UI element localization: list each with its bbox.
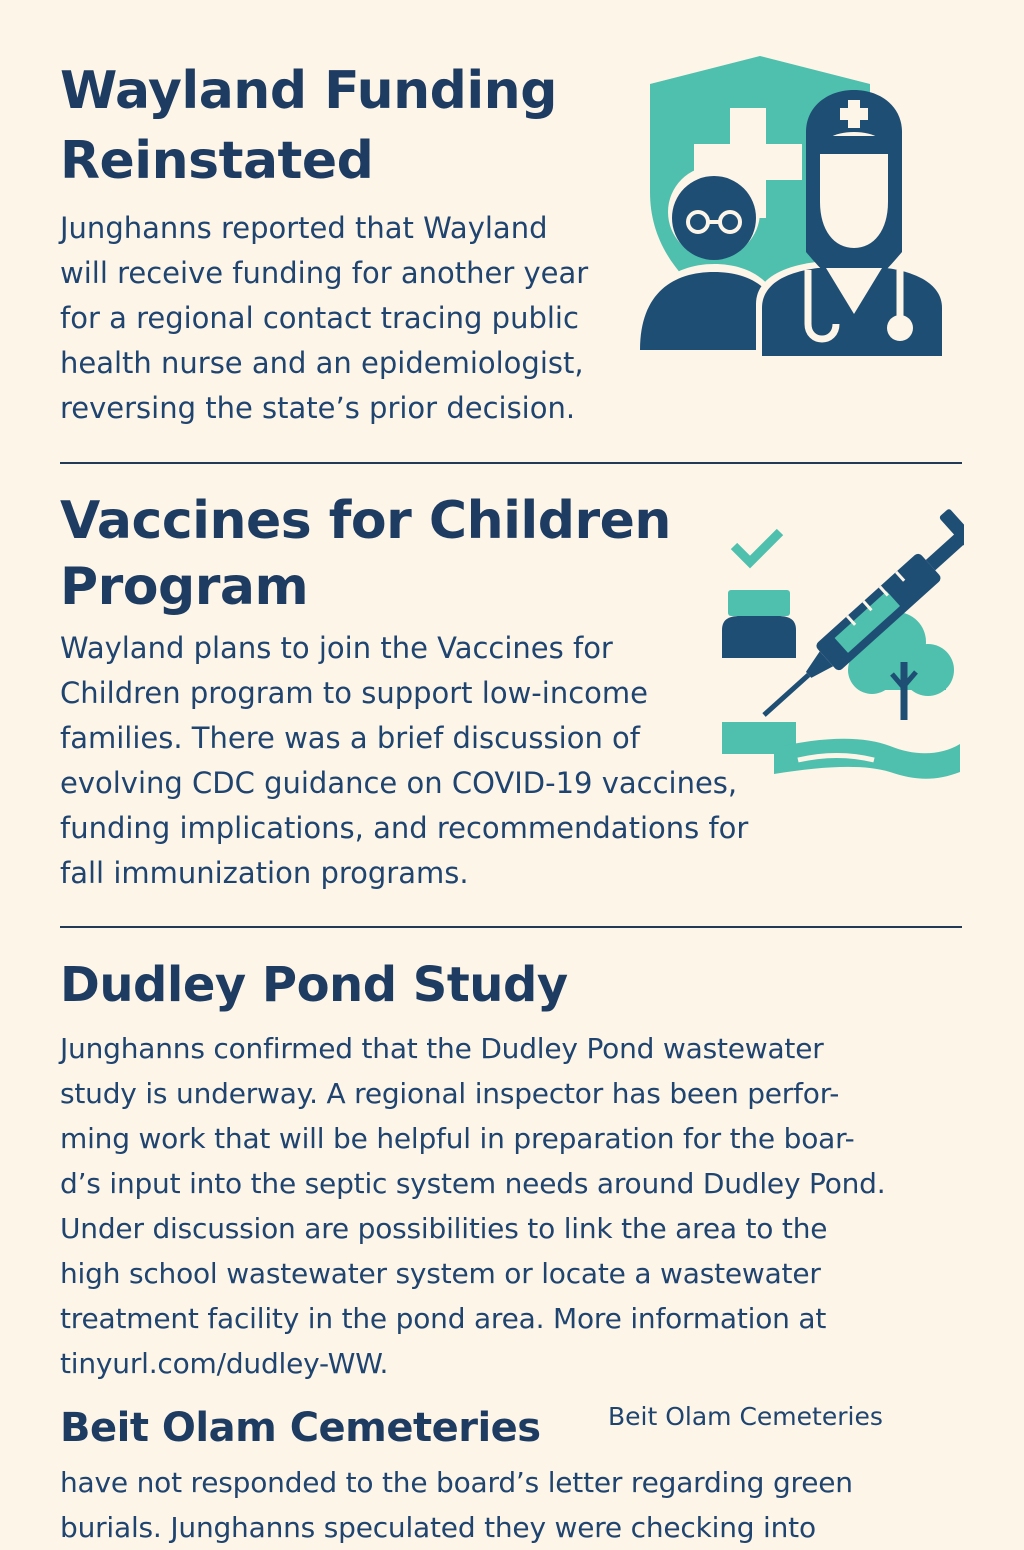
section-title [60, 1396, 541, 1460]
body-line: fall immunization programs. [60, 856, 469, 890]
title-line: Dudley Pond Study [60, 957, 568, 1013]
section-aside: Beit Olam Cemeteries [608, 1402, 883, 1431]
section-body [60, 1460, 853, 1550]
vaccine-syringe-icon [714, 490, 964, 790]
healthcare-workers-shield-icon [636, 52, 956, 362]
title-line: Wayland Funding [60, 61, 557, 121]
body-line: Under discussion are possibilities to link the area to the [60, 1212, 828, 1245]
body-line: Junghanns confirmed that the Dudley Pond wastewater [60, 1032, 824, 1065]
section-title [60, 950, 568, 1020]
body-line: Wayland plans to join the Vaccines for [60, 631, 613, 665]
body-line: families. There was a brief discussion of [60, 721, 640, 755]
section-divider [60, 462, 962, 464]
section-body [60, 1026, 885, 1386]
body-line: will receive funding for another year [60, 256, 589, 290]
section-body [60, 626, 748, 896]
body-line: d’s input into the septic system needs around Dudley Pond. [60, 1167, 886, 1200]
body-line: have not responded to the board’s letter regarding green [60, 1466, 853, 1499]
title-line: Reinstated [60, 131, 374, 191]
body-line: tinyurl.com/dudley-WW. [60, 1347, 389, 1380]
body-line: reversing the state’s prior decision. [60, 391, 576, 425]
body-line: Junghanns reported that Wayland [60, 211, 548, 245]
body-line: study is underway. A regional inspector has been perfor- [60, 1077, 840, 1110]
section-divider [60, 926, 962, 928]
section-title [60, 56, 557, 196]
body-line: treatment facility in the pond area. More information at [60, 1302, 827, 1335]
body-line: health nurse and an epidemiologist, [60, 346, 584, 380]
title-line: Program [60, 557, 309, 617]
title-line: Vaccines for Children [60, 491, 671, 551]
body-line: evolving CDC guidance on COVID-19 vaccines, [60, 766, 738, 800]
body-line: high school wastewater system or locate a wastewater [60, 1257, 821, 1290]
title-line: Beit Olam Cemeteries [60, 1405, 541, 1451]
body-line: funding implications, and recommendations for [60, 811, 749, 845]
section-body [60, 206, 588, 431]
body-line: Children program to support low-income [60, 676, 648, 710]
section-title [60, 488, 671, 620]
body-line: ming work that will be helpful in preparation for the boar- [60, 1122, 855, 1155]
body-line: burials. Junghanns speculated they were checking into [60, 1511, 816, 1544]
body-line: for a regional contact tracing public [60, 301, 579, 335]
